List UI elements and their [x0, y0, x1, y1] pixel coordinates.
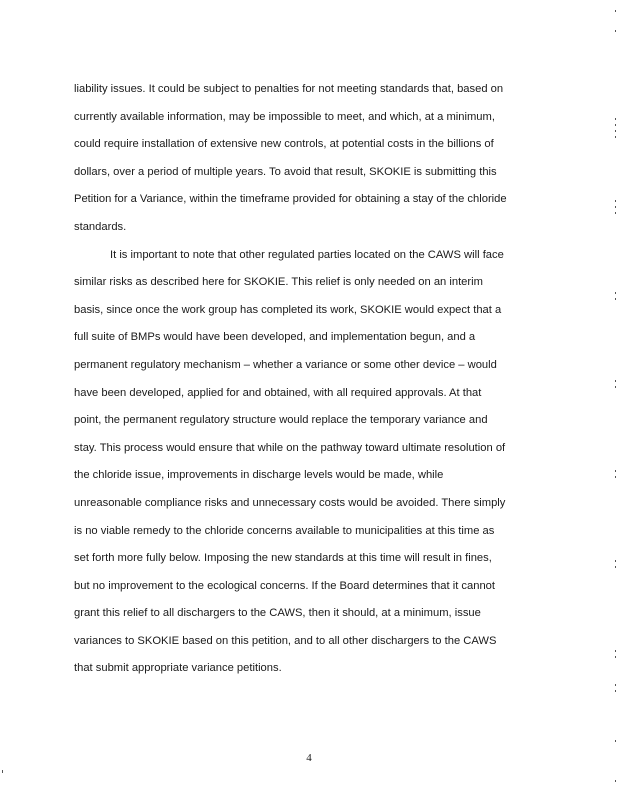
text-line: variances to SKOKIE based on this petition, and to all other dischargers to the CAWS — [74, 634, 497, 647]
text-line: basis, since once the work group has completed its work, SKOKIE would expect that a — [74, 303, 502, 316]
text-line: grant this relief to all dischargers to the CAWS, then it should, at a minimum, issue — [74, 607, 481, 620]
text-line: unreasonable compliance risks and unnecessary costs would be avoided. There simply — [74, 496, 506, 509]
text-line: standards. — [74, 220, 127, 233]
scan-edge-marks — [608, 0, 616, 800]
text-line: currently available information, may be impossible to meet, and which, at a minimum, — [74, 110, 495, 123]
text-line: that submit appropriate variance petitions. — [74, 662, 282, 675]
text-line: similar risks as described here for SKOKIE. This relief is only needed on an interim — [74, 276, 483, 289]
text-line: could require installation of extensive new controls, at potential costs in the billions of — [74, 138, 494, 151]
text-line: set forth more fully below. Imposing the new standards at this time will result in fines, — [74, 552, 492, 565]
text-line: full suite of BMPs would have been developed, and implementation begun, and a — [74, 331, 476, 344]
paragraph-first-line: It is important to note that other regulated parties located on the CAWS will face — [110, 248, 504, 261]
page-number: 4 — [306, 752, 312, 764]
body-text — [74, 76, 554, 683]
scan-edge-mark — [2, 770, 3, 773]
text-line: liability issues. It could be subject to penalties for not meeting standards that, based on — [74, 83, 504, 95]
text-line: have been developed, applied for and obtained, with all required approvals. At that — [74, 386, 482, 399]
text-line: stay. This process would ensure that while on the pathway toward ultimate resolution of — [74, 441, 506, 454]
text-line: dollars, over a period of multiple years. To avoid that result, SKOKIE is submitting this — [74, 165, 497, 178]
text-line: Petition for a Variance, within the timeframe provided for obtaining a stay of the chloride — [74, 193, 507, 206]
text-line: but no improvement to the ecological concerns. If the Board determines that it cannot — [74, 579, 496, 592]
text-line: the chloride issue, improvements in discharge levels would be made, while — [74, 469, 444, 482]
text-line: point, the permanent regulatory structure would replace the temporary variance and — [74, 414, 488, 427]
text-line: is no viable remedy to the chloride concerns available to municipalities at this time as — [74, 524, 495, 537]
text-line: permanent regulatory mechanism – whether a variance or some other device – would — [74, 358, 497, 371]
